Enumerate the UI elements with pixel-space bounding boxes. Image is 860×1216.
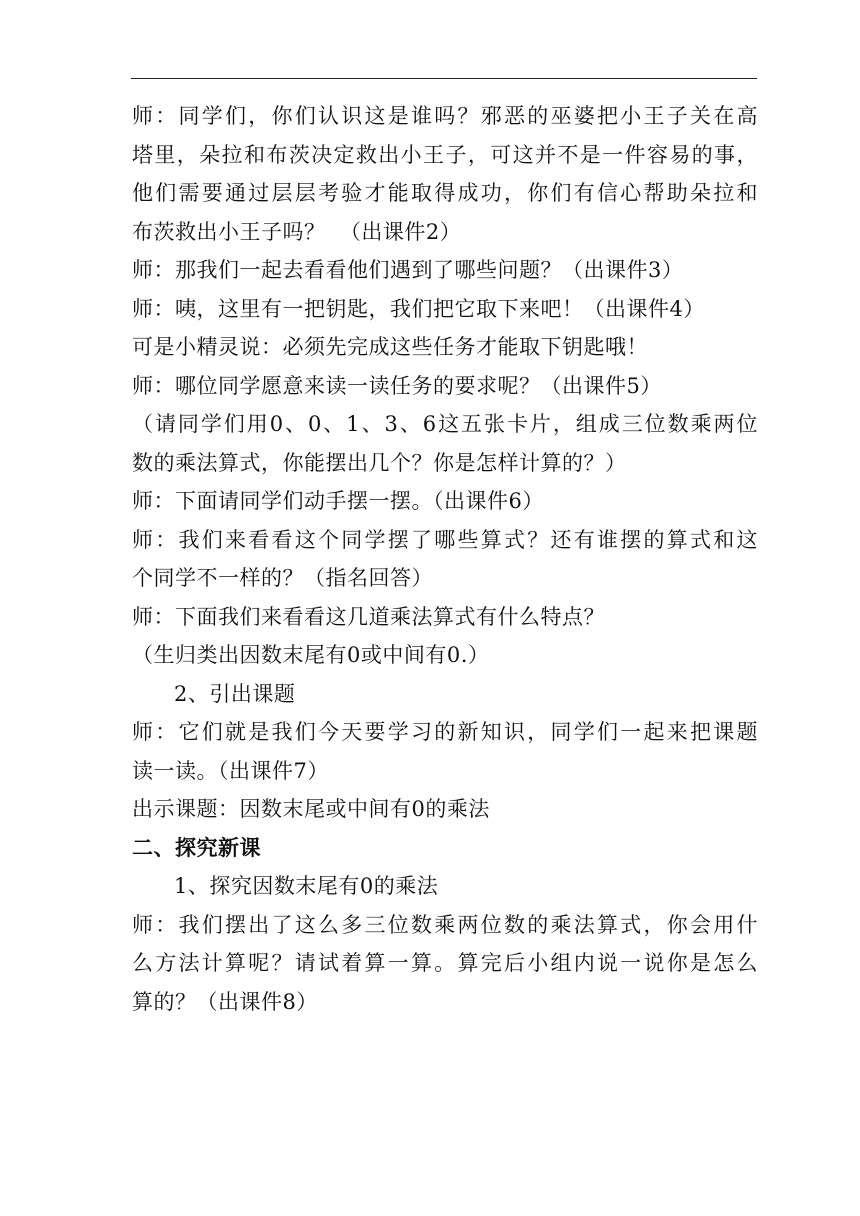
text-line: 师：哪位同学愿意来读一读任务的要求呢？（出课件5） <box>132 373 662 398</box>
text-line: 塔里，朵拉和布茨决定救出小王子，可这并不是一件容易的事， <box>132 142 758 167</box>
text-line: 师：同学们，你们认识这是谁吗？邪恶的巫婆把小王子关在高 <box>132 104 758 128</box>
text-line: 出示课题：因数末尾或中间有0的乘法 <box>132 797 490 821</box>
text-line: 读一读。（出课件7） <box>132 758 329 783</box>
text-line: 师：我们摆出了这么多三位数乘两位数的乘法算式，你会用什 <box>132 912 758 937</box>
text-line: 个同学不一样的？（指名回答） <box>132 566 433 590</box>
text-line: （生归类出因数末尾有0或中间有0.） <box>132 643 490 667</box>
text-line: 布茨救出小王子吗？ （出课件2） <box>132 219 462 244</box>
document-body <box>132 97 758 1021</box>
subsection-heading: 1、探究因数末尾有0的乘法 <box>174 874 439 898</box>
text-line: 算的？（出课件8） <box>132 989 318 1014</box>
text-line: 师：我们来看看这个同学摆了哪些算式？还有谁摆的算式和这 <box>132 527 758 552</box>
text-line: 师：下面请同学们动手摆一摆。（出课件6） <box>132 489 544 513</box>
text-line: 么方法计算呢？请试着算一算。算完后小组内说一说你是怎么 <box>132 951 758 975</box>
text-line: 师：那我们一起去看看他们遇到了哪些问题？（出课件3） <box>132 258 684 282</box>
text-line: 他们需要通过层层考验才能取得成功，你们有信心帮助朵拉和 <box>132 181 758 205</box>
text-line: 师：下面我们来看看这几道乘法算式有什么特点？ <box>132 604 605 629</box>
header-rule <box>131 78 757 79</box>
section-heading: 二、探究新课 <box>132 835 261 860</box>
text-line: 师：它们就是我们今天要学习的新知识，同学们一起来把课题 <box>132 720 758 744</box>
text-line: 师：咦，这里有一把钥匙，我们把它取下来吧！（出课件4） <box>132 296 705 321</box>
text-line: （请同学们用0、0、1、3、6这五张卡片，组成三位数乘两位 <box>132 412 758 436</box>
subsection-heading: 2、引出课题 <box>174 681 296 706</box>
text-line: 可是小精灵说：必须先完成这些任务才能取下钥匙哦！ <box>132 335 648 359</box>
text-line: 数的乘法算式，你能摆出几个？你是怎样计算的？） <box>132 450 627 475</box>
